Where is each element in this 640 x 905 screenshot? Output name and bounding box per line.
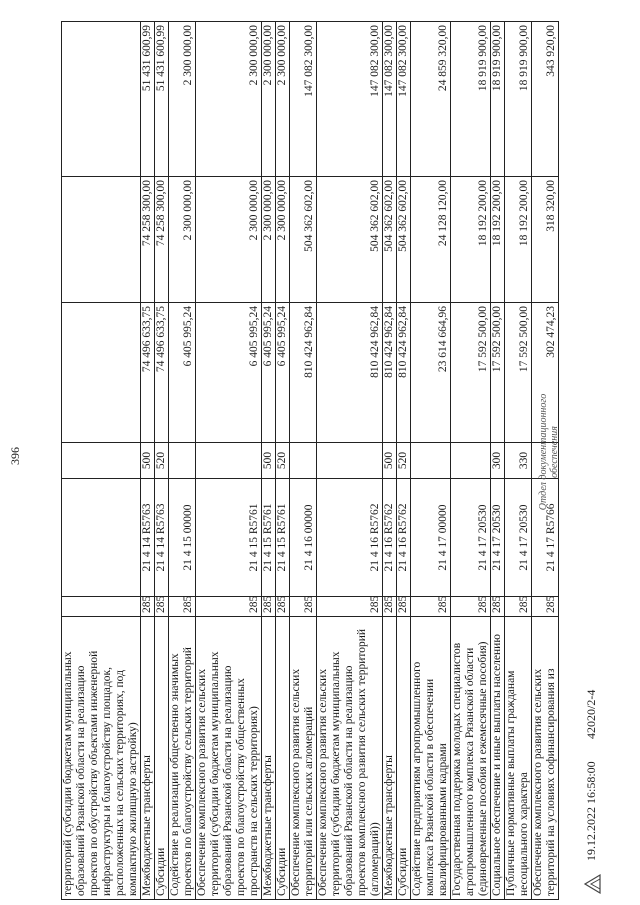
row-expense-type	[62, 443, 141, 479]
row-value-2025: 147 082 300,00	[317, 22, 383, 177]
row-name: Обеспечение комплексного развития сельских территорий или сельских агломераций	[290, 617, 317, 900]
row-expense-type: 500	[141, 443, 155, 479]
row-name: Субсидии	[155, 617, 169, 900]
row-expense-type: 520	[155, 443, 169, 479]
row-expense-type: 500	[383, 443, 397, 479]
row-name: территорий (субсидии бюджетам муниципальных образований Рязанской области на реализацию проектов по обустройству объектами инженерной инфраструктуры и благоустройству площадок, расположенных на сельских территориях, под компактную жилищную застройку)	[62, 617, 141, 900]
table-row	[155, 22, 169, 900]
row-expense-type: 330	[505, 443, 532, 479]
row-value-2024	[62, 177, 141, 303]
row-expense-type	[196, 443, 262, 479]
row-value-2023: 74 496 633,75	[155, 303, 169, 443]
row-value-2024: 318 320,00	[532, 177, 559, 303]
row-value-2023: 302 474,23	[532, 303, 559, 443]
table-row	[317, 22, 383, 900]
row-expense-type	[317, 443, 383, 479]
row-target-code: 21 4 17 20530	[505, 479, 532, 597]
row-value-2024: 2 300 000,00	[196, 177, 262, 303]
row-target-code: 21 4 17 R5766	[532, 479, 559, 597]
row-target-code: 21 4 14 R5763	[155, 479, 169, 597]
footer-date: 19.12.2022 16:58:00	[584, 761, 598, 861]
row-value-2023: 74 496 633,75	[141, 303, 155, 443]
table-row	[451, 22, 491, 900]
table-row	[262, 22, 276, 900]
row-target-code: 21 4 14 R5763	[141, 479, 155, 597]
row-grbs: 285	[451, 597, 491, 617]
page-number: 396	[8, 447, 22, 465]
row-value-2023: 6 405 995,24	[262, 303, 276, 443]
row-value-2025: 18 919 900,00	[491, 22, 505, 177]
row-name: Социальное обеспечение и иные выплаты населению	[491, 617, 505, 900]
row-value-2024: 2 300 000,00	[169, 177, 196, 303]
table-row	[62, 22, 141, 900]
table-row	[276, 22, 290, 900]
row-value-2023: 6 405 995,24	[196, 303, 262, 443]
row-value-2024: 504 362 602,00	[383, 177, 397, 303]
row-value-2025: 51 431 600,99	[141, 22, 155, 177]
row-value-2023: 17 592 500,00	[505, 303, 532, 443]
row-value-2025: 147 082 300,00	[397, 22, 411, 177]
row-name: Межбюджетные трансферты	[383, 617, 397, 900]
row-value-2025: 2 300 000,00	[169, 22, 196, 177]
row-value-2024: 18 192 200,00	[505, 177, 532, 303]
row-value-2025: 18 919 900,00	[451, 22, 491, 177]
row-target-code: 21 4 16 00000	[290, 479, 317, 597]
row-grbs: 285	[276, 597, 290, 617]
row-name: Субсидии	[397, 617, 411, 900]
row-value-2025: 147 082 300,00	[383, 22, 397, 177]
row-name: Субсидии	[276, 617, 290, 900]
row-grbs: 285	[290, 597, 317, 617]
stamp-line-2: обеспечения	[549, 426, 560, 478]
row-value-2025: 147 082 300,00	[290, 22, 317, 177]
row-value-2023: 810 424 962,84	[317, 303, 383, 443]
row-value-2025: 18 919 900,00	[505, 22, 532, 177]
department-stamp	[538, 387, 560, 517]
row-target-code: 21 4 16 R5762	[317, 479, 383, 597]
table-row	[491, 22, 505, 900]
row-grbs: 285	[155, 597, 169, 617]
budget-table	[61, 21, 559, 900]
row-name: Обеспечение комплексного развития сельских территорий (субсидии бюджетам муниципальных образований Рязанской области на реализацию проектов комплексного развития сельских территорий (агломераций))	[317, 617, 383, 900]
table-row	[397, 22, 411, 900]
row-name: Межбюджетные трансферты	[262, 617, 276, 900]
row-value-2024: 2 300 000,00	[276, 177, 290, 303]
row-name: Обеспечение комплексного развития сельских территорий на условиях софинансирования из	[532, 617, 559, 900]
row-value-2024: 2 300 000,00	[262, 177, 276, 303]
table-row	[290, 22, 317, 900]
row-value-2025: 2 300 000,00	[276, 22, 290, 177]
row-value-2023	[62, 303, 141, 443]
row-value-2025: 51 431 600,99	[155, 22, 169, 177]
row-grbs: 285	[196, 597, 262, 617]
row-value-2023: 17 592 500,00	[451, 303, 491, 443]
table-row	[169, 22, 196, 900]
row-value-2025: 2 300 000,00	[262, 22, 276, 177]
row-target-code	[62, 479, 141, 597]
stamp-line-1: Отдел документационного	[538, 393, 549, 511]
row-value-2023: 810 424 962,84	[397, 303, 411, 443]
row-value-2025: 24 859 320,00	[411, 22, 451, 177]
row-value-2024: 18 192 200,00	[491, 177, 505, 303]
row-value-2024: 504 362 602,00	[317, 177, 383, 303]
row-value-2023: 17 592 500,00	[491, 303, 505, 443]
row-grbs: 285	[491, 597, 505, 617]
row-name: Государственная поддержка молодых специалистов агропромышленного комплекса Рязанской области (единовременные пособия и ежемесячные пособия)	[451, 617, 491, 900]
row-name: Содействие предприятиям агропромышленного комплекса Рязанской области в обеспечении квалифицированными кадрами	[411, 617, 451, 900]
row-target-code: 21 4 17 00000	[411, 479, 451, 597]
document-logo-icon	[582, 873, 602, 895]
row-target-code: 21 4 17 20530	[451, 479, 491, 597]
row-value-2023: 810 424 962,84	[383, 303, 397, 443]
row-value-2025: 2 300 000,00	[196, 22, 262, 177]
row-value-2025: 343 920,00	[532, 22, 559, 177]
table-row	[383, 22, 397, 900]
table-row	[411, 22, 451, 900]
row-grbs: 285	[505, 597, 532, 617]
table-row	[505, 22, 532, 900]
row-expense-type	[290, 443, 317, 479]
row-value-2024: 504 362 602,00	[397, 177, 411, 303]
row-expense-type	[169, 443, 196, 479]
row-target-code: 21 4 15 R5761	[276, 479, 290, 597]
row-expense-type	[451, 443, 491, 479]
row-value-2024: 74 258 300,00	[141, 177, 155, 303]
row-grbs: 285	[383, 597, 397, 617]
row-target-code: 21 4 15 R5761	[262, 479, 276, 597]
row-target-code: 21 4 15 R5761	[196, 479, 262, 597]
footer-code: 42020/2-4	[584, 689, 598, 739]
row-expense-type: 520	[397, 443, 411, 479]
row-name: Обеспечение комплексного развития сельских территорий (субсидии бюджетам муниципальных образований Рязанской области на реализацию проектов по благоустройству общественных пространств на сельских территориях)	[196, 617, 262, 900]
row-grbs: 285	[262, 597, 276, 617]
row-value-2024: 74 258 300,00	[155, 177, 169, 303]
row-expense-type	[411, 443, 451, 479]
row-grbs: 285	[532, 597, 559, 617]
row-grbs: 285	[169, 597, 196, 617]
row-target-code: 21 4 16 R5762	[397, 479, 411, 597]
row-value-2024: 24 128 120,00	[411, 177, 451, 303]
row-grbs: 285	[397, 597, 411, 617]
row-grbs	[62, 597, 141, 617]
row-name: Содействие в реализации общественно значимых проектов по благоустройству сельских территорий	[169, 617, 196, 900]
row-name: Межбюджетные трансферты	[141, 617, 155, 900]
row-grbs: 285	[411, 597, 451, 617]
row-name: Публичные нормативные выплаты гражданам несоциального характера	[505, 617, 532, 900]
row-value-2023: 23 614 664,96	[411, 303, 451, 443]
row-expense-type: 500	[262, 443, 276, 479]
row-expense-type: 300	[491, 443, 505, 479]
row-grbs: 285	[141, 597, 155, 617]
row-expense-type: 520	[276, 443, 290, 479]
row-grbs: 285	[317, 597, 383, 617]
row-target-code: 21 4 16 R5762	[383, 479, 397, 597]
row-value-2023: 6 405 995,24	[276, 303, 290, 443]
table-row	[196, 22, 262, 900]
row-value-2023: 6 405 995,24	[169, 303, 196, 443]
row-value-2024: 504 362 602,00	[290, 177, 317, 303]
table-row	[141, 22, 155, 900]
row-target-code: 21 4 17 20530	[491, 479, 505, 597]
row-value-2025	[62, 22, 141, 177]
row-value-2023: 810 424 962,84	[290, 303, 317, 443]
row-value-2024: 18 192 200,00	[451, 177, 491, 303]
row-target-code: 21 4 15 00000	[169, 479, 196, 597]
